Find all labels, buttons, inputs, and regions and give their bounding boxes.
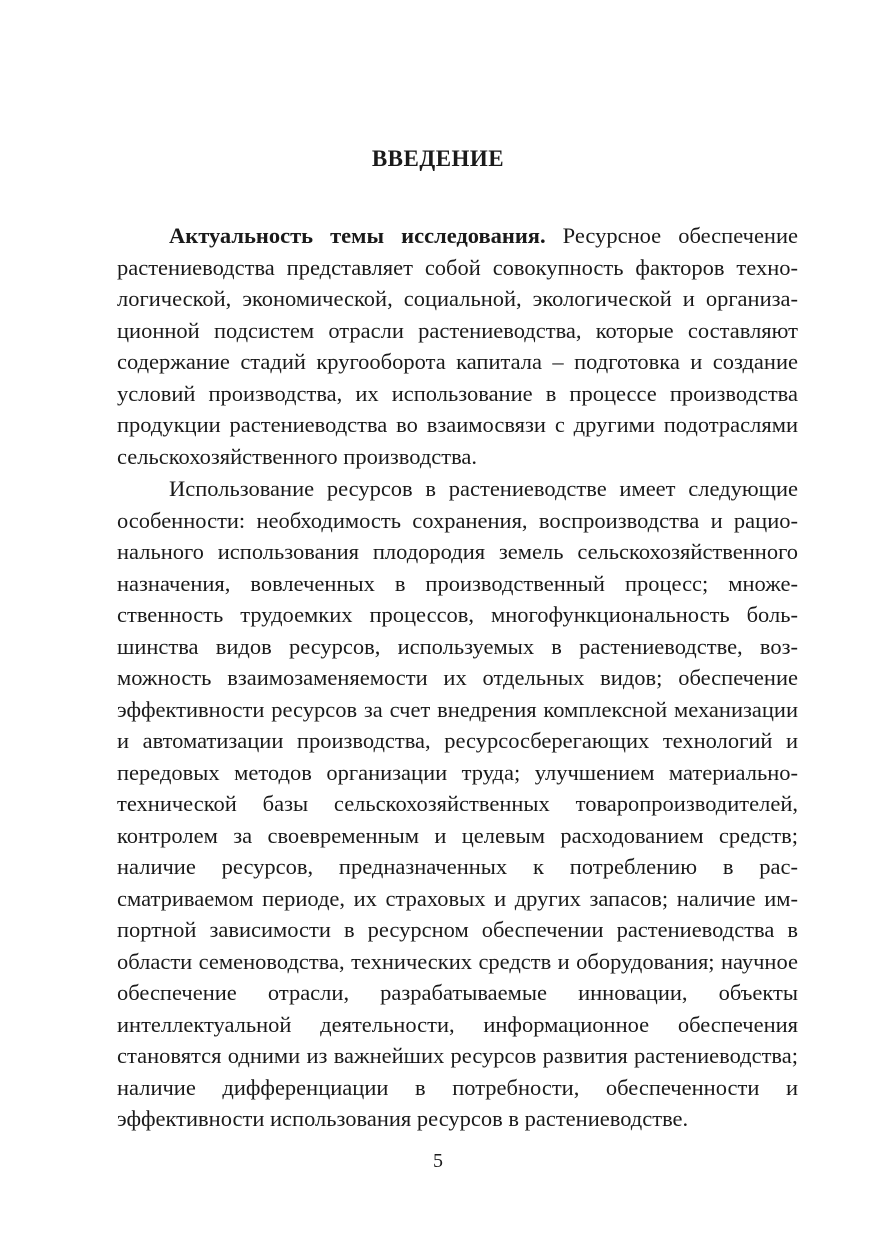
paragraph-lead: Актуальность темы исследования. xyxy=(169,223,546,248)
paragraph-text: Ресурсное обеспечение растениеводства представляет собой совокупность факторов технологической, экономической, социальной, экологической и организационной подсистем отрасли растениеводства, которые составляют содержание стадий кругооборота капитала – подготовка и создание условий производства, их использование в процессе производства продукции растениеводства во взаимосвязи с другими подотраслями сельскохозяйственного производства. xyxy=(117,223,798,469)
paragraph-relevance xyxy=(117,220,798,472)
paragraph-features: Использование ресурсов в растениеводстве имеет следующие особенности: необходимость сохранения, воспроизводства и рационального использования плодородия земель сельскохозяйственного назначения, вовлеченных в производственный процесс; множественность трудоемких процессов, многофункциональность большинства видов ресурсов, используемых в растениеводстве, возможность взаимозаменяемости их отдельных видов; обеспечение эффективности ресурсов за счет внедрения комплексной механизации и автоматизации производства, ресурсосберегающих технологий и передовых методов организации труда; улучшением материально-технической базы сельскохозяйственных товаропроизводителей, контролем за своевременным и целевым расходованием средств; наличие ресурсов, предназначенных к потреблению в рассматриваемом периоде, их страховых и других запасов; наличие импортной зависимости в ресурсном обеспечении растениеводства в области семеноводства, технических средств и оборудования; научное обеспечение отрасли, разрабатываемые инновации, объекты интеллектуальной деятельности, информационное обеспечения становятся одними из важнейших ресурсов развития растениеводства; наличие дифференциации в потребности, обеспеченности и эффективности использования ресурсов в растениеводстве. xyxy=(117,476,798,1131)
body-text xyxy=(117,220,798,1135)
chapter-title: ВВЕДЕНИЕ xyxy=(371,146,505,171)
page-number: 5 xyxy=(433,1150,443,1172)
